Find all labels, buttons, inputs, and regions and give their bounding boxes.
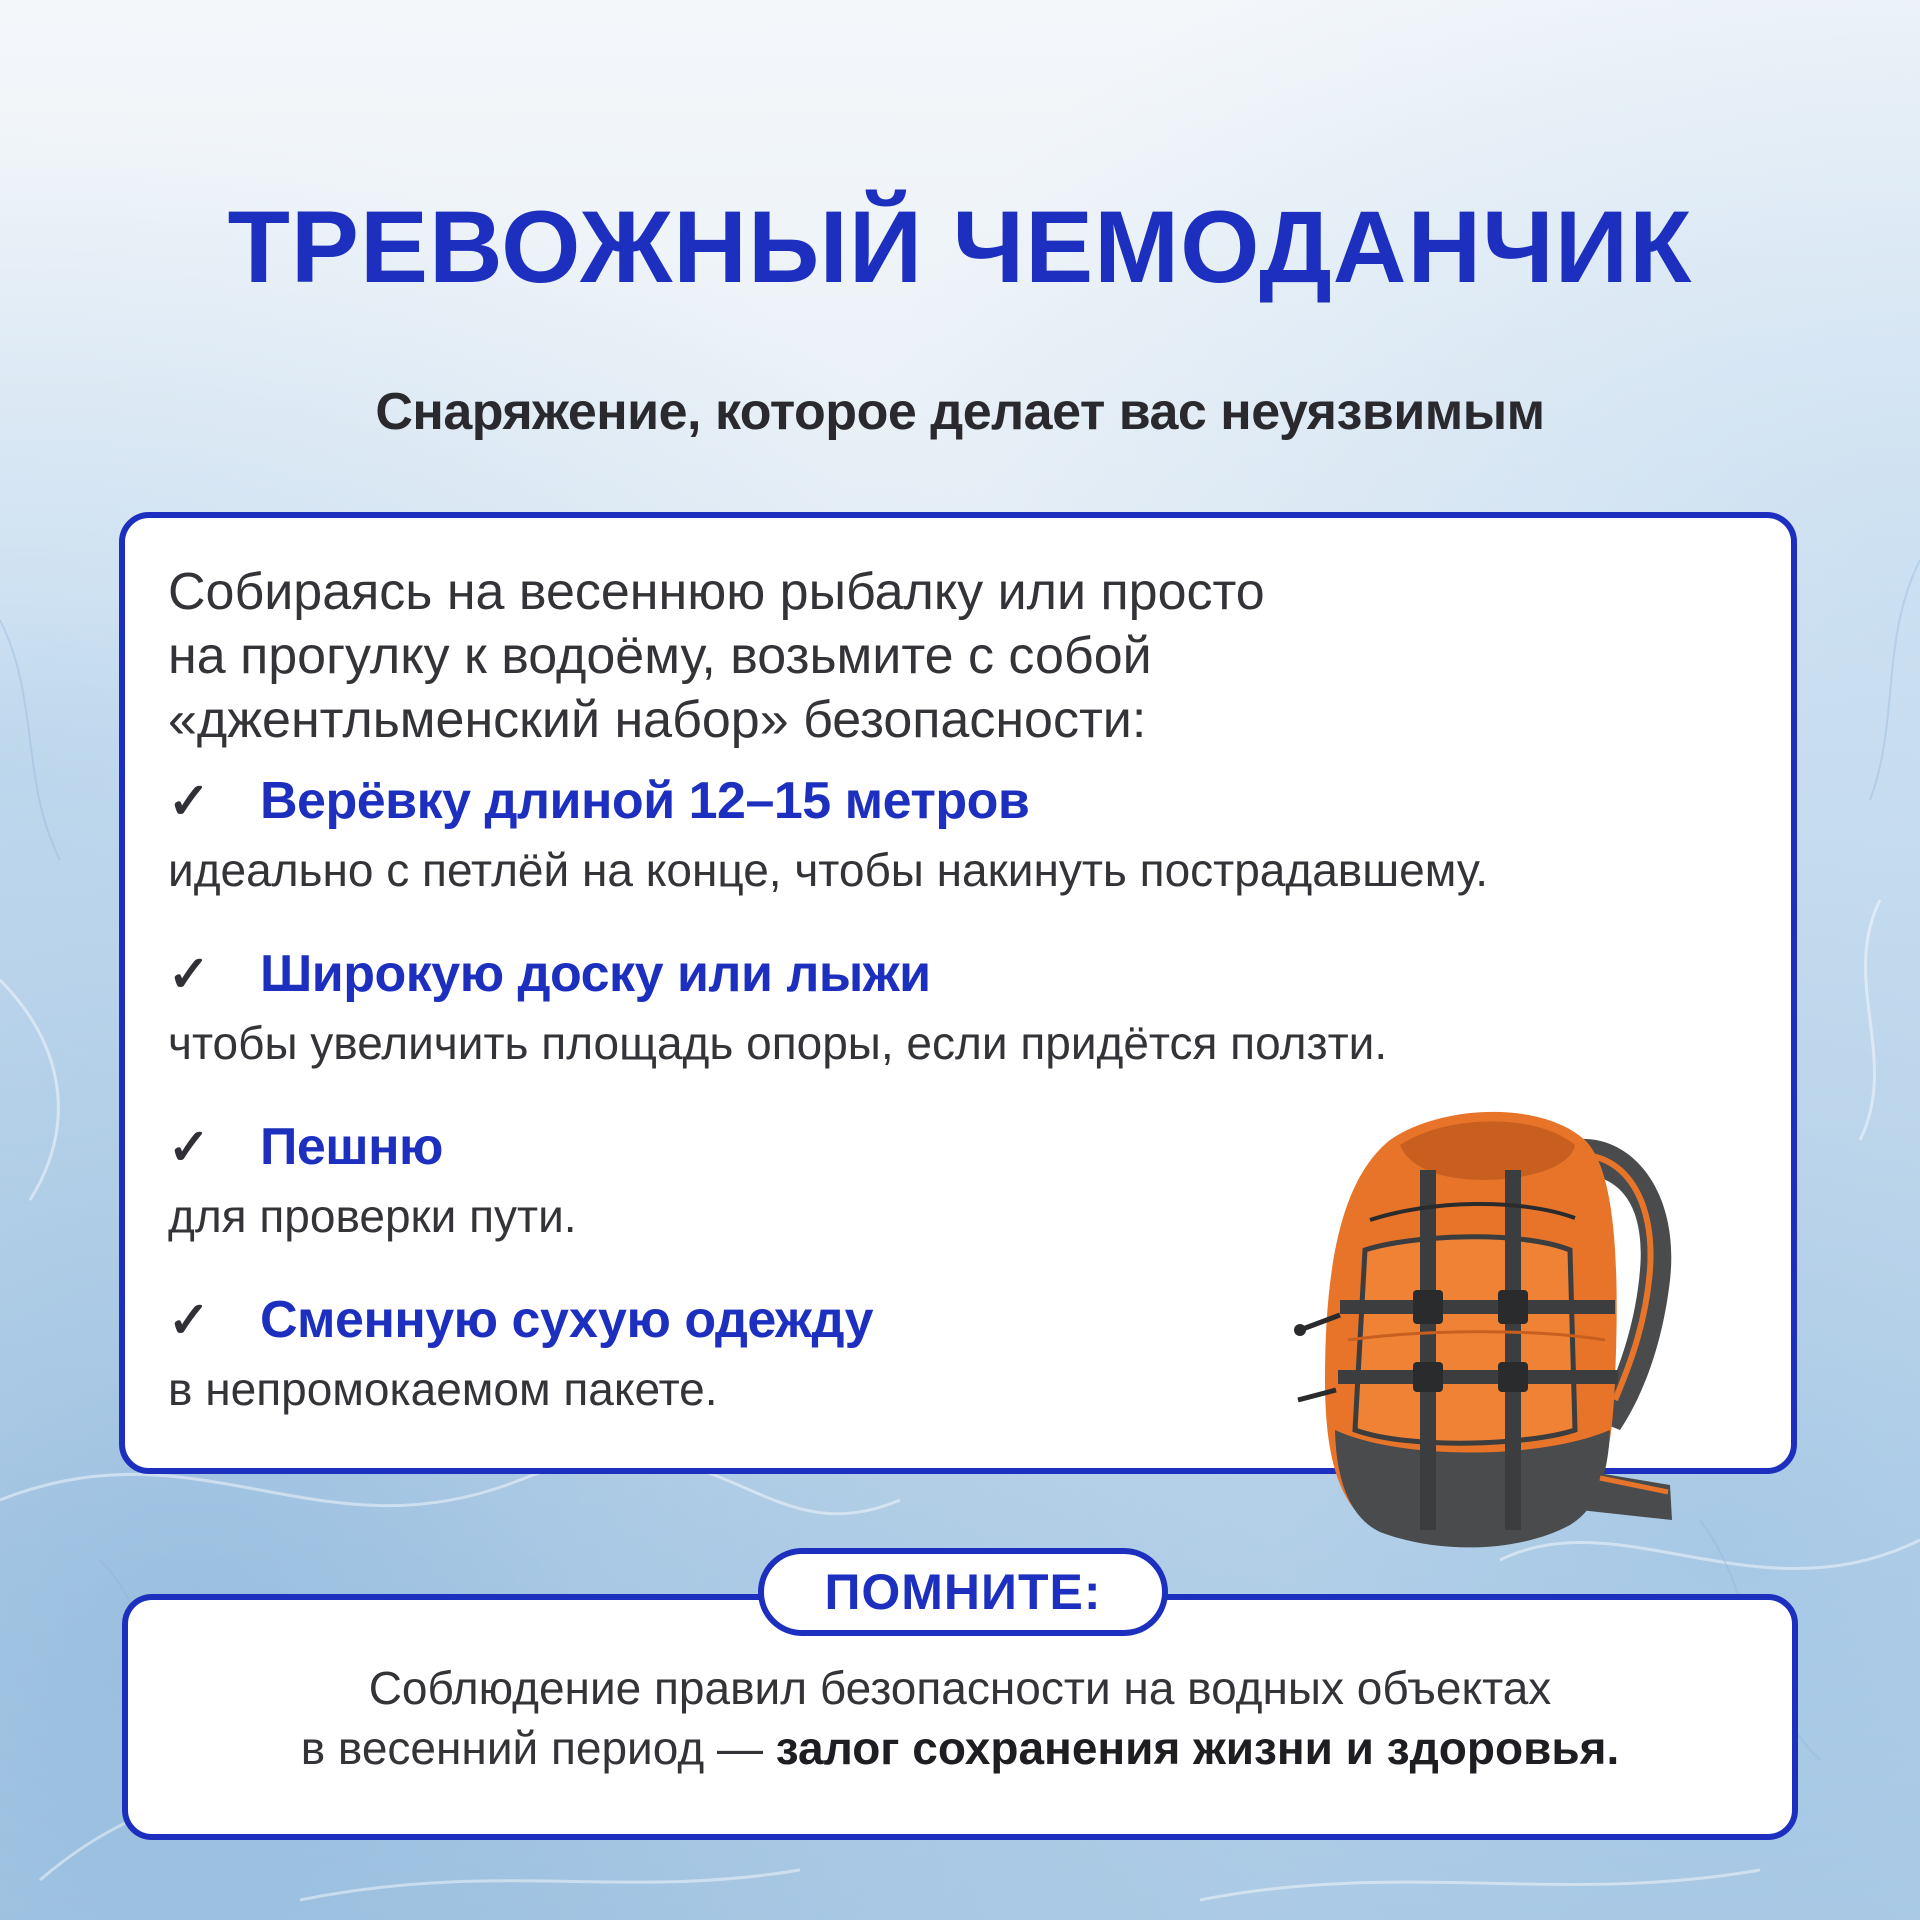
reminder-line-emphasis: залог сохранения жизни и здоровья. xyxy=(775,1722,1620,1774)
page-subtitle: Снаряжение, которое делает вас неуязвимым xyxy=(375,383,1545,441)
intro-text xyxy=(168,560,1668,752)
reminder-line: Соблюдение правил безопасности на водных объектах xyxy=(368,1662,1552,1714)
item-title: Сменную сухую одежду xyxy=(260,1291,874,1349)
checkmark-icon: ✓ xyxy=(168,1292,210,1348)
checkmark-icon: ✓ xyxy=(168,773,210,829)
item-description: для проверки пути. xyxy=(168,1190,577,1242)
item-title: Верёвку длиной 12–15 метров xyxy=(260,772,1030,830)
item-description: идеально с петлёй на конце, чтобы накинуть пострадавшему. xyxy=(168,844,1489,896)
item-description: чтобы увеличить площадь опоры, если придётся ползти. xyxy=(168,1017,1388,1069)
reminder-line-plain: в весенний период — xyxy=(300,1722,776,1774)
item-title: Широкую доску или лыжи xyxy=(260,945,931,1003)
page-title: ТРЕВОЖНЫЙ ЧЕМОДАНЧИК xyxy=(227,190,1693,304)
checkmark-icon: ✓ xyxy=(168,1119,210,1175)
checklist-item-rope xyxy=(168,768,1768,898)
intro-line: на прогулку к водоёму, возьмите с собой xyxy=(168,627,1152,685)
checkmark-icon: ✓ xyxy=(168,946,210,1002)
backpack-illustration xyxy=(1270,1100,1690,1560)
intro-line: «джентльменский набор» безопасности: xyxy=(168,691,1147,749)
reminder-badge: ПОМНИТЕ: xyxy=(758,1548,1168,1636)
item-title: Пешню xyxy=(260,1118,443,1176)
checklist-item-board xyxy=(168,941,1768,1071)
reminder-text xyxy=(128,1658,1792,1778)
item-description: в непромокаемом пакете. xyxy=(168,1363,718,1415)
intro-line: Собираясь на весеннюю рыбалку или просто xyxy=(168,563,1265,621)
